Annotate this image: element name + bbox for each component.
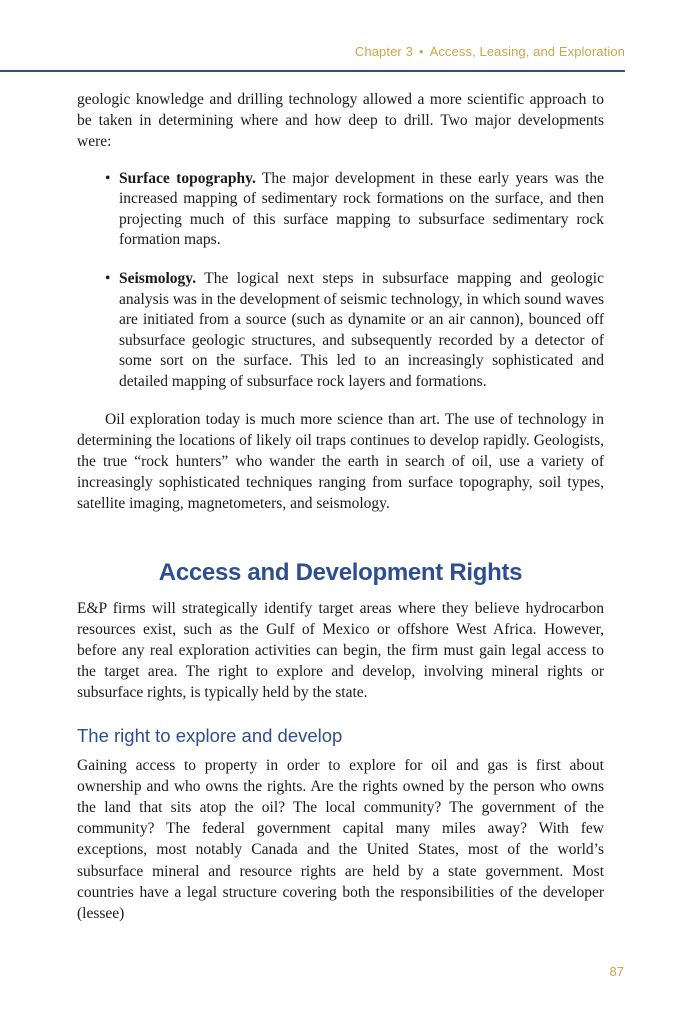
section-paragraph: E&P firms will strategically identify target areas where they believe hydrocarbon resources exist, such as the Gulf of Mexico or offshore West Africa. However, before any real exploration activities can begin, the firm must gain legal access to the target area. The right to explore and develop, involving mineral rights or subsurface rights, is typically held by the state. bbox=[77, 599, 604, 702]
section-title: Access and Development Rights bbox=[158, 558, 523, 586]
bullet-text: The logical next steps in subsurface mapping and geologic analysis was in the development of seismic technology, in which sound waves are initiated from a source (such as dynamite or an air cannon), bounced off subsurface geologic structures, and subsequently recorded by a detector of some sort on the surface. This led to an increasingly sophisticated and detailed mapping of subsurface rock layers and formations. bbox=[119, 269, 604, 390]
bullet-term: Surface topography. bbox=[119, 169, 256, 187]
chapter-label: Chapter 3 bbox=[354, 44, 413, 59]
intro-paragraph: geologic knowledge and drilling technology allowed a more scientific approach to be taken in determining where and how deep to drill. Two major developments were: bbox=[77, 91, 604, 151]
list-item-seismology bbox=[77, 269, 604, 393]
bullet-term: Seismology. bbox=[119, 269, 197, 287]
subsection-title: The right to explore and develop bbox=[77, 724, 343, 746]
running-header bbox=[0, 44, 625, 59]
header-rule bbox=[0, 70, 625, 72]
development-list bbox=[77, 169, 604, 393]
exploration-paragraph: Oil exploration today is much more science than art. The use of technology in determining the locations of likely oil traps continues to develop rapidly. Geologists, the true “rock hunters” who wander the earth in search of oil, use a variety of increasingly sophisticated techniques ranging from surface topography, soil types, satellite imaging, magnetometers, and seismology. bbox=[77, 410, 604, 513]
list-item-surface-topography bbox=[77, 169, 604, 251]
section-label: Access, Leasing, and Exploration bbox=[429, 44, 625, 59]
bullet-dot: • bbox=[105, 269, 111, 287]
page-body bbox=[77, 89, 604, 924]
subsection-paragraph: Gaining access to property in order to explore for oil and gas is first about ownership and who owns the rights. Are the rights owned by the person who owns the land that sits atop the oil? The local community? The government of the community? The federal government capital many miles away? With few exceptions, most notably Canada and the United States, most of the world’s subsurface mineral and resource rights are held by a state government. Most countries have a legal structure covering both the responsibilities of the developer (lessee) bbox=[77, 756, 604, 922]
header-separator: • bbox=[418, 44, 424, 59]
page-number: 87 bbox=[609, 964, 624, 979]
bullet-dot: • bbox=[105, 169, 111, 187]
bullet-text: The major development in these early years was the increased mapping of sedimentary rock formations on the surface, and then projecting much of this surface mapping to subsurface sedimentary rock formation maps. bbox=[119, 169, 605, 249]
